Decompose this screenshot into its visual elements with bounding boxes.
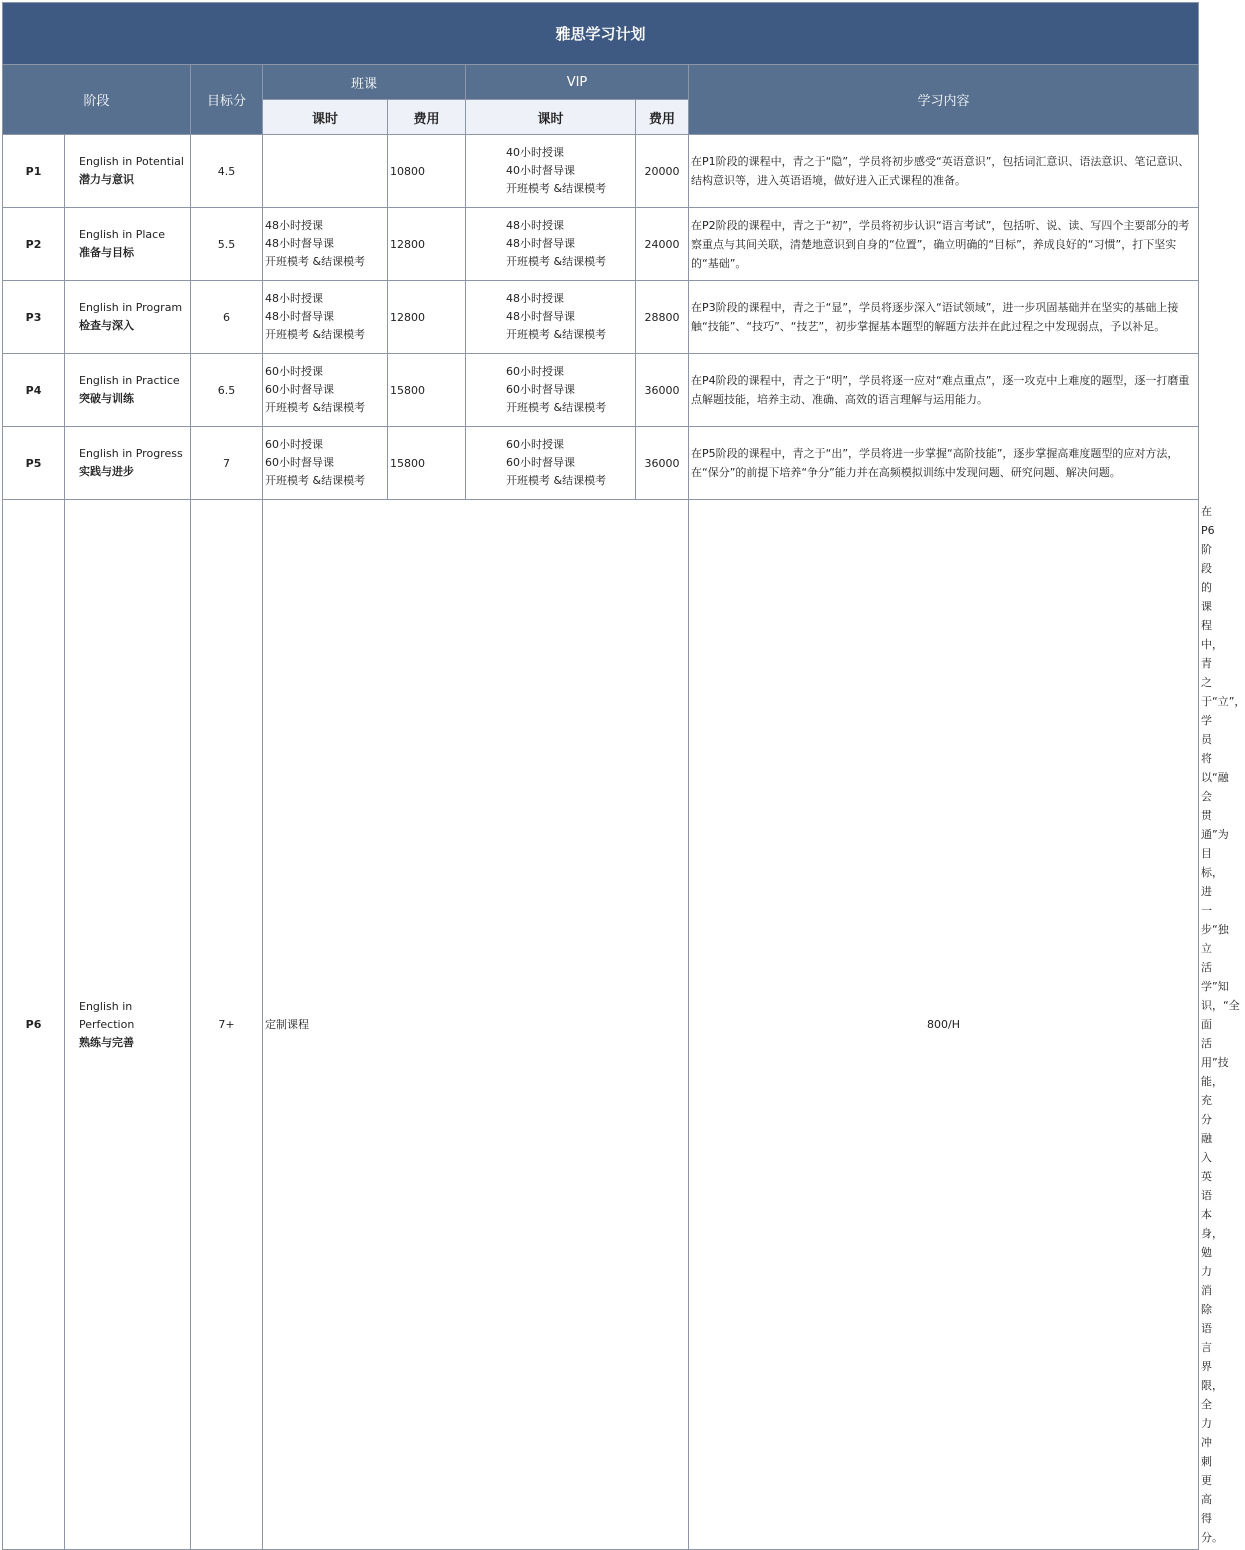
stage-name bbox=[65, 500, 191, 1550]
table-row bbox=[3, 208, 1199, 281]
vip-hours-line: 开班模考 &结课模考 bbox=[506, 255, 607, 268]
target-score: 7+ bbox=[191, 500, 263, 1550]
class-fee: 15800 bbox=[388, 427, 466, 500]
vip-fee: 20000 bbox=[636, 135, 689, 208]
vip-fee: 36000 bbox=[636, 354, 689, 427]
stage-name-cn: 检查与深入 bbox=[79, 319, 134, 332]
class-fee: 15800 bbox=[388, 354, 466, 427]
target-score: 5.5 bbox=[191, 208, 263, 281]
class-fee: 12800 bbox=[388, 281, 466, 354]
header-vip-fee: 费用 bbox=[636, 100, 689, 135]
stage-name-en: English in Practice bbox=[79, 374, 180, 387]
stage-id: P4 bbox=[3, 354, 65, 427]
vip-hours bbox=[466, 281, 636, 354]
target-score: 6.5 bbox=[191, 354, 263, 427]
header-stage: 阶段 bbox=[3, 65, 191, 135]
vip-fee: 800/H bbox=[689, 500, 1199, 1550]
class-hours bbox=[263, 354, 388, 427]
class-hours bbox=[263, 281, 388, 354]
vip-hours-line: 60小时授课 bbox=[506, 365, 564, 378]
study-content: 在P2阶段的课程中，青之于“初”，学员将初步认识“语言考试”，包括听、说、读、写四个主要部分的考察重点与其间关联，清楚地意识到自身的“位置”，确立明确的“目标”，养成良好的“习惯”，打下坚实的“基础”。 bbox=[689, 208, 1199, 281]
vip-hours-line: 48小时授课 bbox=[506, 292, 564, 305]
header-vip-group: VIP bbox=[466, 65, 689, 100]
vip-fee: 28800 bbox=[636, 281, 689, 354]
study-content: 在P3阶段的课程中，青之于“显”，学员将逐步深入“语试领域”，进一步巩固基础并在坚实的基础上接触“技能”、“技巧”、“技艺”，初步掌握基本题型的解题方法并在此过程之中发现弱点，予以补足。 bbox=[689, 281, 1199, 354]
vip-hours-line: 48小时督导课 bbox=[506, 237, 575, 250]
table-title: 雅思学习计划 bbox=[3, 3, 1199, 65]
class-hours-line: 60小时授课 bbox=[265, 365, 323, 378]
class-hours-line: 48小时授课 bbox=[265, 219, 323, 232]
vip-hours-line: 开班模考 &结课模考 bbox=[506, 474, 607, 487]
study-plan-table bbox=[2, 2, 1245, 1550]
class-hours-line: 开班模考 &结课模考 bbox=[265, 401, 366, 414]
stage-id: P5 bbox=[3, 427, 65, 500]
stage-name-en: English in Place bbox=[79, 228, 165, 241]
study-plan-page bbox=[0, 2, 1245, 1544]
stage-name-en: English in Progress bbox=[79, 447, 183, 460]
vip-hours-line: 60小时授课 bbox=[506, 438, 564, 451]
custom-course: 定制课程 bbox=[263, 500, 689, 1550]
stage-name-cn: 熟练与完善 bbox=[79, 1035, 134, 1049]
vip-hours bbox=[466, 135, 636, 208]
stage-name-cn: 潜力与意识 bbox=[79, 173, 134, 186]
vip-hours-line: 48小时督导课 bbox=[506, 310, 575, 323]
vip-hours-line: 40小时督导课 bbox=[506, 164, 575, 177]
study-content: 在P1阶段的课程中，青之于“隐”，学员将初步感受“英语意识”，包括词汇意识、语法意识、笔记意识、结构意识等，进入英语语境，做好进入正式课程的准备。 bbox=[689, 135, 1199, 208]
vip-hours-line: 开班模考 &结课模考 bbox=[506, 401, 607, 414]
stage-id: P1 bbox=[3, 135, 65, 208]
header-target-score: 目标分 bbox=[191, 65, 263, 135]
stage-name bbox=[65, 281, 191, 354]
vip-hours bbox=[466, 354, 636, 427]
study-content: 在P4阶段的课程中，青之于“明”，学员将逐一应对“难点重点”，逐一攻克中上难度的题型，逐一打磨重点解题技能，培养主动、准确、高效的语言理解与运用能力。 bbox=[689, 354, 1199, 427]
stage-name-en: English in Potential bbox=[79, 155, 184, 168]
header-class-group: 班课 bbox=[263, 65, 466, 100]
vip-hours bbox=[466, 208, 636, 281]
vip-hours-line: 60小时督导课 bbox=[506, 383, 575, 396]
stage-id: P2 bbox=[3, 208, 65, 281]
class-hours-line: 48小时督导课 bbox=[265, 237, 334, 250]
header-class-fee: 费用 bbox=[388, 100, 466, 135]
target-score: 6 bbox=[191, 281, 263, 354]
vip-fee: 36000 bbox=[636, 427, 689, 500]
class-hours-line: 60小时督导课 bbox=[265, 383, 334, 396]
vip-hours-line: 开班模考 &结课模考 bbox=[506, 182, 607, 195]
header-class-hours: 课时 bbox=[263, 100, 388, 135]
class-hours-line: 60小时督导课 bbox=[265, 456, 334, 469]
class-hours-line: 开班模考 &结课模考 bbox=[265, 328, 366, 341]
vip-hours-line: 40小时授课 bbox=[506, 146, 564, 159]
table-row bbox=[3, 354, 1199, 427]
stage-id: P6 bbox=[3, 500, 65, 1550]
class-fee: 10800 bbox=[388, 135, 466, 208]
class-hours bbox=[263, 135, 388, 208]
class-fee: 12800 bbox=[388, 208, 466, 281]
stage-name-en: English in Perfection bbox=[79, 999, 135, 1031]
stage-name bbox=[65, 208, 191, 281]
study-content: 在P5阶段的课程中，青之于“出”，学员将进一步掌握“高阶技能”，逐步掌握高难度题型的应对方法，在“保分”的前提下培养“争分”能力并在高频模拟训练中发现问题、研究问题、解决问题。 bbox=[689, 427, 1199, 500]
class-hours-line: 48小时授课 bbox=[265, 292, 323, 305]
table-row: P6 English in Perfection 熟练与完善 7+ 定制课程 800/H 在P6阶段的课程中，青之于“立”，学员将以“融会贯通”为目标，进一步“独立活学”知识，“全面活用”技能，充分融入英语本身，勉力消除语言界限，全力冲刺更高得分。 bbox=[3, 500, 1199, 1550]
header-vip-hours: 课时 bbox=[466, 100, 636, 135]
target-score: 4.5 bbox=[191, 135, 263, 208]
vip-fee: 24000 bbox=[636, 208, 689, 281]
stage-name-cn: 突破与训练 bbox=[79, 392, 134, 405]
class-hours-line: 60小时授课 bbox=[265, 438, 323, 451]
class-hours bbox=[263, 427, 388, 500]
stage-name-cn: 准备与目标 bbox=[79, 246, 134, 259]
stage-name bbox=[65, 427, 191, 500]
class-hours-line: 开班模考 &结课模考 bbox=[265, 474, 366, 487]
stage-name-cn: 实践与进步 bbox=[79, 465, 134, 478]
vip-hours-line: 48小时授课 bbox=[506, 219, 564, 232]
vip-hours-line: 60小时督导课 bbox=[506, 456, 575, 469]
header-content: 学习内容 bbox=[689, 65, 1199, 135]
table-row bbox=[3, 281, 1199, 354]
class-hours bbox=[263, 208, 388, 281]
table-row bbox=[3, 427, 1199, 500]
stage-id: P3 bbox=[3, 281, 65, 354]
stage-name bbox=[65, 354, 191, 427]
class-hours-line: 48小时督导课 bbox=[265, 310, 334, 323]
stage-name bbox=[65, 135, 191, 208]
vip-hours-line: 开班模考 &结课模考 bbox=[506, 328, 607, 341]
vip-hours bbox=[466, 427, 636, 500]
class-hours-line: 开班模考 &结课模考 bbox=[265, 255, 366, 268]
stage-name-en: English in Program bbox=[79, 301, 183, 314]
target-score: 7 bbox=[191, 427, 263, 500]
table-row bbox=[3, 135, 1199, 208]
